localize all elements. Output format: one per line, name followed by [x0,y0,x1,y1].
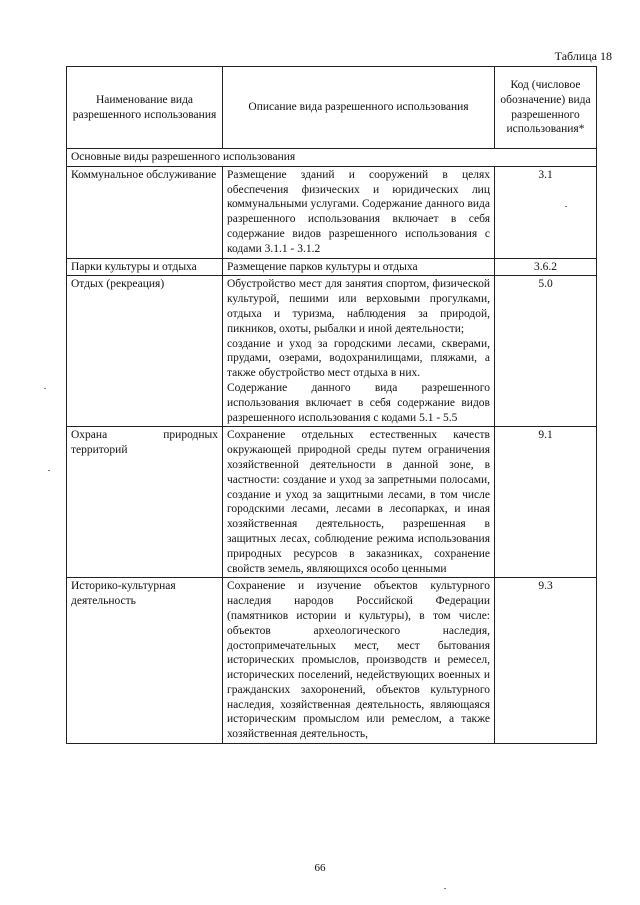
row-code: 9.1 [495,427,597,578]
scan-speck [44,388,46,389]
row-description [223,276,495,427]
row-name: Парки культуры и отдыха [67,258,223,276]
scan-speck [444,888,446,889]
description-paragraph: Обустройство мест для занятия спортом, физической культурой, пешими или верховыми прогулками, отдыха и туризма, наблюдения за природой, пикников, охоты, рыбалки и иной деятельности; [227,278,490,335]
scan-speck [48,470,50,471]
row-description [223,166,495,258]
scan-speck [565,206,567,207]
row-code: 9.3 [495,578,597,744]
row-name: Отдых (рекреация) [67,276,223,427]
page-number: 66 [314,862,326,874]
row-code: 3.6.2 [495,258,597,276]
table-header-row [67,67,597,149]
header-code: Код (числовое обозначение) вида разрешенного использования* [495,67,597,149]
header-description: Описание вида разрешенного использования [223,67,495,149]
row-name: Коммунальное обслуживание [67,166,223,258]
table-caption: Таблица 18 [554,49,612,63]
row-code: 5.0 [495,276,597,427]
description-paragraph: Размещение зданий и сооружений в целях обеспечения физических и юридических лиц коммунальными услугами. Содержание данного вида разрешенного использования включает в себя содержание видов разрешенного использования с кодами 3.1.1 - 3.1.2 [227,168,490,255]
row-code: 3.1 [495,166,597,258]
row-description [223,258,495,276]
land-use-table [66,66,597,744]
description-paragraph: Размещение парков культуры и отдыха [227,260,418,273]
row-name: Историко-культурная деятельность [67,578,223,744]
table-row [67,258,597,276]
description-paragraph: Сохранение отдельных естественных качеств окружающей природной среды путем ограничения хозяйственной деятельности в данной зоне, в частности: создание и уход за запретными полосами, создание и уход за защитными лесами, в том числе городскими лесами, лесами в лесопарках, и иная хозяйственная деятельность, разрешенная в защитных лесах, соблюдение режима использования природных ресурсов в заказниках, сохранение свойств земель, являющихся особо ценными [227,429,490,575]
table-row [67,166,597,258]
table-row [67,578,597,744]
row-name: Охрана природных территорий [67,427,223,578]
section-title: Основные виды разрешенного использования [67,149,597,167]
table-row [67,427,597,578]
description-paragraph: Сохранение и изучение объектов культурного наследия народов Российской Федерации (памятников истории и культуры), в том числе: объектов археологического наследия, достопримечательных мест, мест бытования исторических промыслов, производств и ремесел, исторических поселений, недействующих военных и гражданских захоронений, объектов культурного наследия, хозяйственная деятельность, являющаяся историческим промыслом или ремеслом, а также хозяйственная деятельность, [227,580,490,741]
header-name: Наименование вида разрешенного использования [67,67,223,149]
description-paragraph: создание и уход за городскими лесами, скверами, прудами, озерами, водохранилищами, пляжами, а также обустройство мест отдыха в них. [227,337,490,380]
table-row [67,276,597,427]
section-row [67,149,597,167]
description-paragraph: Содержание данного вида разрешенного использования включает в себя содержание видов разрешенного использования с кодами 5.1 - 5.5 [227,381,490,424]
row-description [223,578,495,744]
row-description [223,427,495,578]
